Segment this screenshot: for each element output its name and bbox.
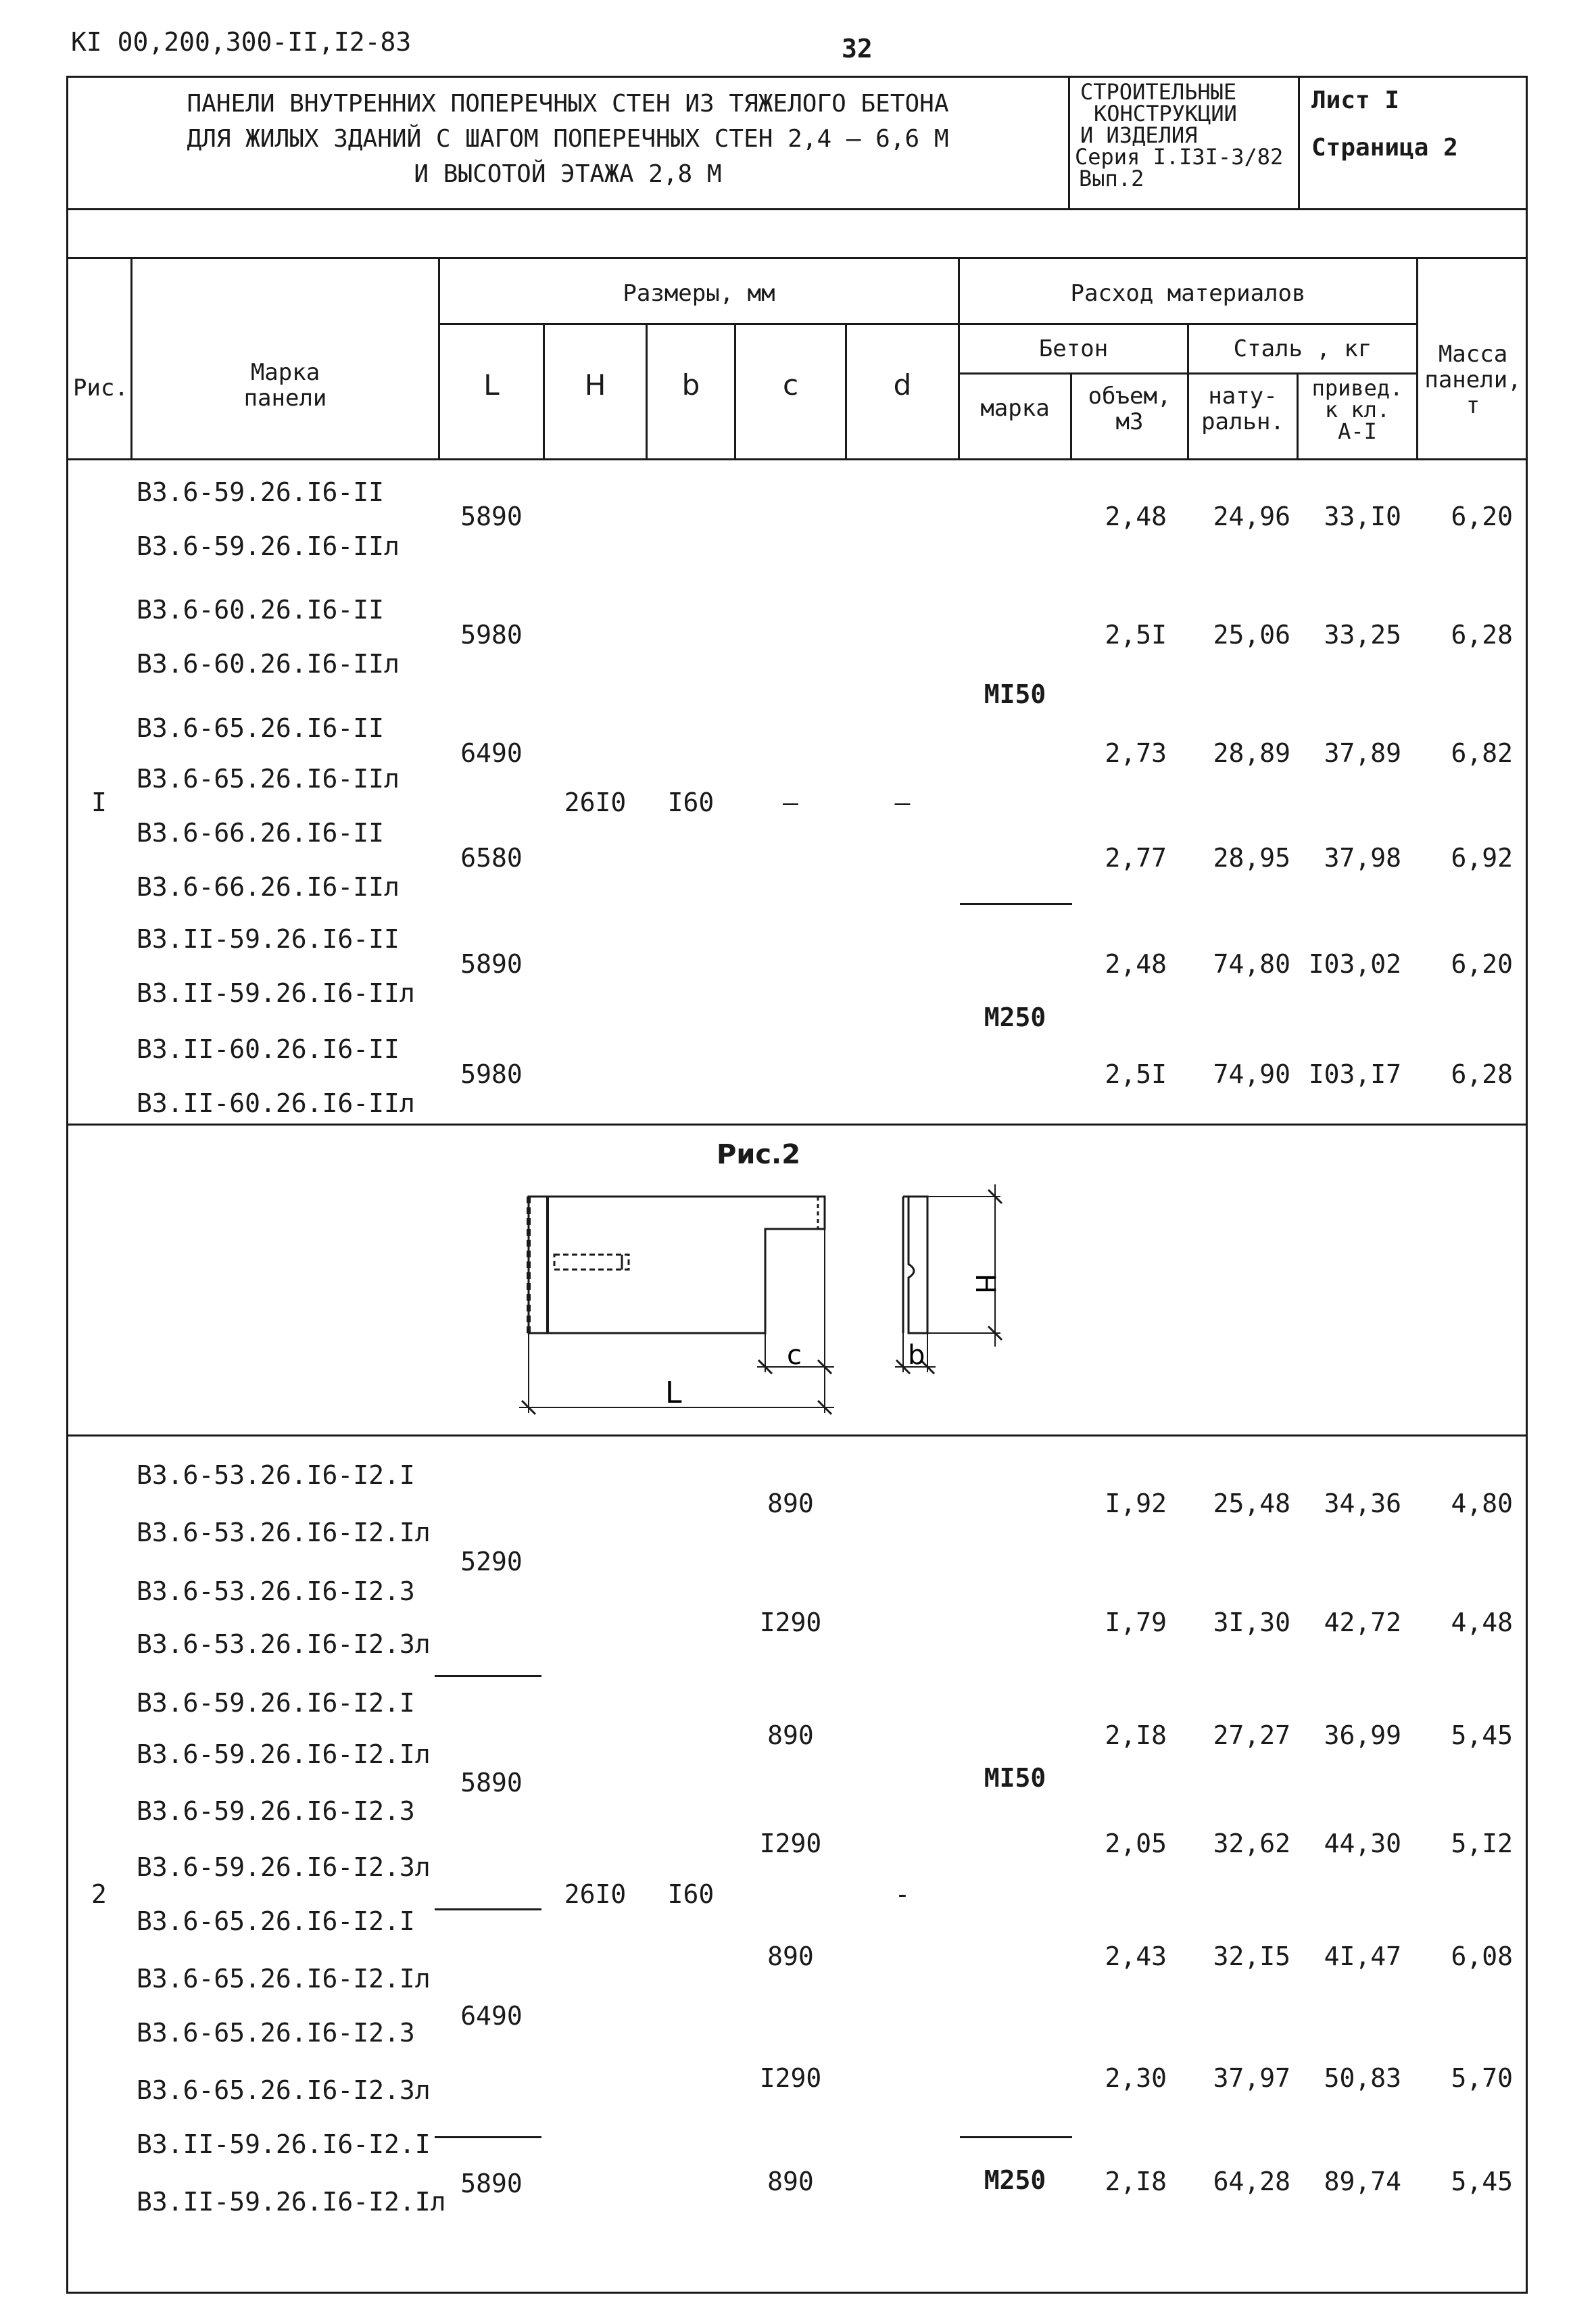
list-item: В3.6-59.26.I6-II [137,477,385,507]
header-mark: Марка панели [243,359,327,412]
figure2-label-L: L [665,1376,682,1410]
list-item: В3.6-65.26.I6-II [137,713,385,743]
title-line-2: ДЛЯ ЖИЛЫХ ЗДАНИЙ С ШАГОМ ПОПЕРЕЧНЫХ СТЕН 2,4 – 6,6 М [187,125,949,153]
series-line-2: КОНСТРУКЦИИ [1094,101,1237,126]
header-concrete-grade: марка [980,395,1050,422]
section1-grade-1: МI50 [984,679,1046,709]
series-line-1: СТРОИТЕЛЬНЫЕ [1080,79,1237,105]
section2-grade-divider [960,2136,1072,2138]
list-item: В3.6-59.26.I6-IIл [137,531,400,561]
figure2-label-H: H [969,1274,1000,1295]
list-item: В3.6-60.26.I6-II [137,595,385,625]
page-label: Страница 2 [1311,134,1458,162]
section2-H: 26I0 [564,1879,627,1909]
list-item: В3.6-65.26.I6-I2.Iл [137,1964,431,1994]
list-item: В3.6-59.26.I6-I2.3 [137,1796,415,1826]
list-item: В3.6-53.26.I6-I2.3л [137,1629,431,1659]
header-mass: Масса панели, т [1424,341,1522,419]
list-item: В3.6-66.26.I6-IIл [137,872,400,902]
list-item: В3.6-60.26.I6-IIл [137,649,400,679]
section2-fig: 2 [91,1879,107,1909]
title-block [122,87,1014,192]
header-steel: Сталь , кг [1233,335,1372,362]
frame-top [66,76,1528,78]
section1-grade-2: М250 [984,1003,1046,1032]
section1-fig: I [91,788,107,817]
list-item: В3.II-59.26.I6-II [137,924,400,954]
header-materials: Расход материалов [1070,280,1306,307]
header-steel-reduced: привед. к кл. А-I [1311,375,1403,444]
list-item: В3.II-60.26.I6-II [137,1034,400,1064]
frame-bottom [66,2292,1528,2294]
panel-section [903,1197,927,1333]
header-sizes: Размеры, мм [623,280,775,307]
header-d: d [893,368,912,402]
document-code: КI 00,200,300-II,I2-83 [71,27,412,57]
sheet-label: Лист I [1311,87,1400,114]
header-H: H [584,368,606,402]
title-line-1: ПАНЕЛИ ВНУТРЕННИХ ПОПЕРЕЧНЫХ СТЕН ИЗ ТЯЖЕЛОГО БЕТОНА [187,90,949,118]
list-item: В3.6-65.26.I6-I2.I [137,1906,415,1936]
section2-grade-2: М250 [984,2165,1046,2195]
header-L: L [483,368,500,402]
header-c: c [782,368,799,402]
list-item: В3.6-53.26.I6-I2.3 [137,1576,415,1606]
list-item: В3.6-65.26.I6-I2.3л [137,2075,431,2105]
header-steel-natural: нату- ральн. [1201,383,1284,435]
section1-c: – [783,788,798,817]
figure2-label-b: b [908,1340,925,1371]
section1-H: 26I0 [564,788,627,817]
list-item: В3.II-59.26.I6-IIл [137,978,415,1008]
list-item: В3.6-65.26.I6-I2.3 [137,2018,415,2048]
list-item: В3.6-59.26.I6-I2.Iл [137,1739,431,1769]
section1-b: I60 [667,788,715,817]
series-line-3: И ИЗДЕЛИЯ [1080,122,1198,148]
list-item: В3.II-59.26.I6-I2.I [137,2129,431,2159]
list-item: В3.6-59.26.I6-I2.3л [137,1852,431,1882]
figure2-caption: Рис.2 [717,1139,801,1170]
title-line-3: И ВЫСОТОЙ ЭТАЖА 2,8 М [414,160,722,188]
section1-grade-divider [960,903,1072,905]
list-item: В3.II-60.26.I6-IIл [137,1088,415,1118]
figure2-drawing [500,1169,1041,1426]
header-fig: Рис. [73,375,128,402]
list-item: В3.6-53.26.I6-I2.Iл [137,1518,431,1547]
header-concrete-volume: объем, м3 [1088,383,1171,435]
figure2-label-c: c [787,1340,802,1371]
list-item: В3.II-59.26.I6-I2.Iл [137,2187,446,2217]
header-concrete: Бетон [1038,335,1109,362]
panel-elevation [529,1197,825,1333]
series-line-4: Серия I.I3I-3/82 [1075,144,1284,170]
frame-left [66,76,68,2294]
section2-d: - [894,1879,911,1909]
section2-grade-1: МI50 [984,1763,1046,1793]
header-b: b [681,368,700,402]
section1-d: – [894,788,911,817]
list-item: В3.6-65.26.I6-IIл [137,764,400,794]
list-item: В3.6-66.26.I6-II [137,818,385,848]
series-block [1075,81,1283,189]
list-item: В3.6-53.26.I6-I2.I [137,1460,415,1490]
page-number: 32 [842,34,873,64]
section2-b: I60 [667,1879,715,1909]
embedded-part [554,1255,629,1270]
list-item: В3.6-59.26.I6-I2.I [137,1688,415,1718]
series-line-5: Вып.2 [1079,166,1144,191]
